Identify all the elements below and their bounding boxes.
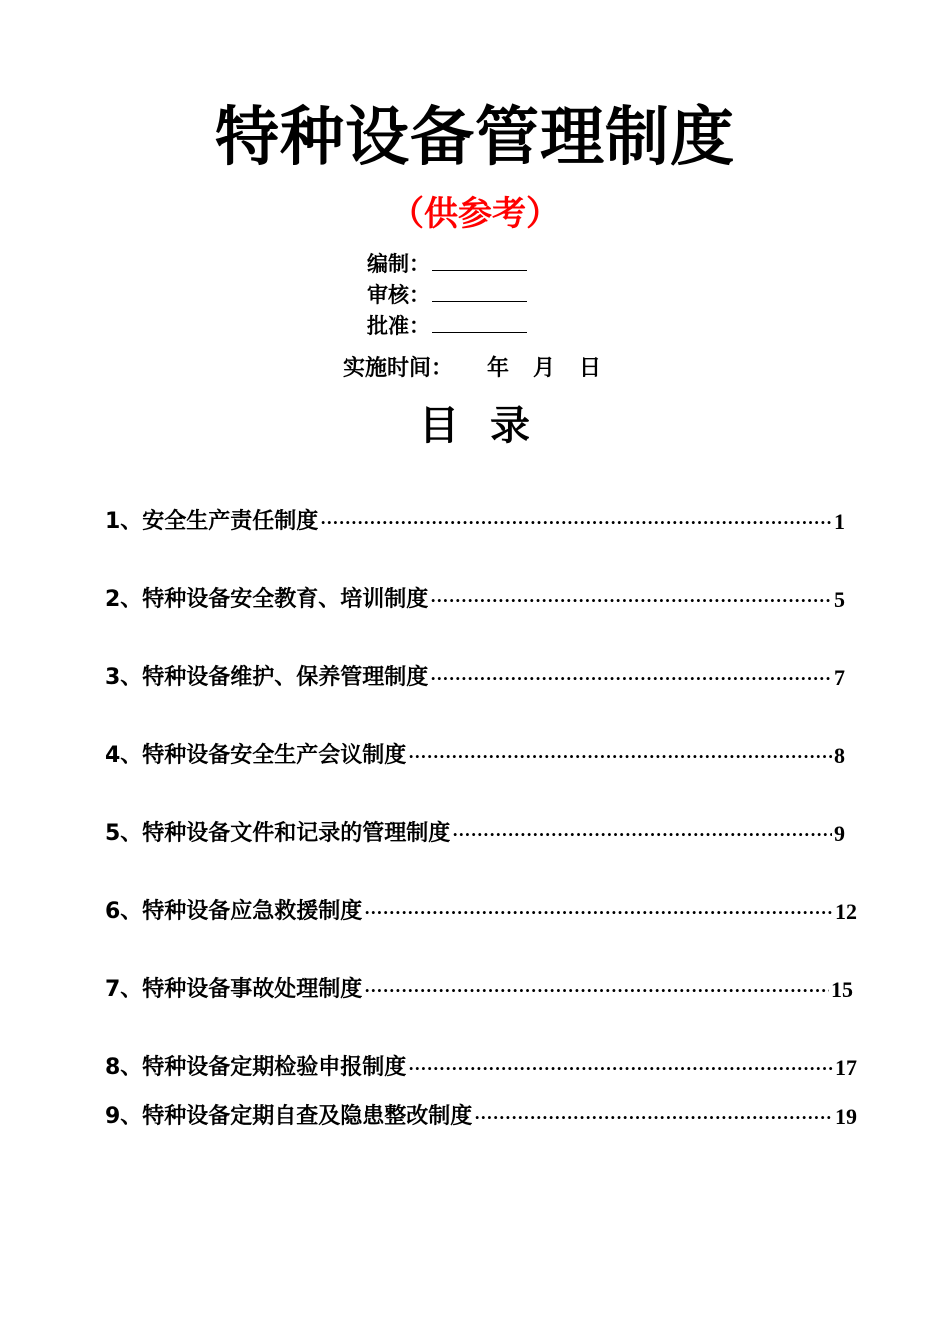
- toc-item-2[interactable]: [105, 585, 845, 615]
- toc-item-label: 4、特种设备安全生产会议制度: [105, 743, 407, 768]
- toc-item-label: 6、特种设备应急救援制度: [105, 899, 363, 924]
- toc-leader-dots: [364, 980, 829, 1002]
- review-blank-line: [432, 283, 527, 302]
- document-title: 特种设备管理制度: [215, 101, 735, 175]
- toc-item-1[interactable]: [105, 507, 845, 537]
- toc-heading-left: 目: [419, 403, 460, 449]
- toc-item-label: 8、特种设备定期检验申报制度: [105, 1055, 407, 1080]
- toc-item-page: 17: [835, 1055, 857, 1080]
- implementation-month: 月: [533, 356, 556, 381]
- toc-item-3[interactable]: [105, 663, 845, 693]
- review-row: [367, 282, 527, 308]
- toc-item-label: 5、特种设备文件和记录的管理制度: [105, 821, 451, 846]
- approve-label: 批准：: [367, 314, 430, 338]
- toc-item-label: 3、特种设备维护、保养管理制度: [105, 665, 429, 690]
- toc-item-page: 15: [831, 977, 853, 1002]
- toc-item-label: 2、特种设备安全教育、培训制度: [105, 587, 429, 612]
- implementation-day: 日: [579, 356, 602, 381]
- implementation-year: 年: [487, 356, 510, 381]
- toc-heading-right: 录: [490, 403, 531, 449]
- toc-item-8[interactable]: [105, 1053, 857, 1083]
- toc-item-label: 7、特种设备事故处理制度: [105, 977, 363, 1002]
- toc-heading: [0, 400, 950, 452]
- compile-blank-line: [432, 252, 527, 271]
- toc-item-page: 7: [834, 665, 845, 690]
- toc-leader-dots: [364, 902, 833, 924]
- toc-item-9[interactable]: [105, 1102, 857, 1132]
- toc-leader-dots: [320, 512, 832, 534]
- toc-item-4[interactable]: [105, 741, 845, 771]
- toc-leader-dots: [452, 824, 832, 846]
- toc-item-5[interactable]: [105, 819, 845, 849]
- approve-blank-line: [432, 314, 527, 333]
- toc-item-label: 9、特种设备定期自查及隐患整改制度: [105, 1104, 473, 1129]
- toc-leader-dots: [408, 1058, 833, 1080]
- toc-item-page: 9: [834, 821, 845, 846]
- toc-leader-dots: [474, 1107, 833, 1129]
- toc-item-6[interactable]: [105, 897, 857, 927]
- implementation-label: 实施时间：: [343, 356, 454, 381]
- review-label: 审核：: [367, 283, 430, 307]
- toc-item-page: 5: [834, 587, 845, 612]
- toc-item-page: 19: [835, 1104, 857, 1129]
- document-subtitle: （供参考）: [390, 194, 560, 234]
- toc-leader-dots: [430, 668, 832, 690]
- toc-leader-dots: [408, 746, 832, 768]
- compile-row: [367, 251, 527, 277]
- toc-item-label: 1、安全生产责任制度: [105, 509, 319, 534]
- toc-item-page: 8: [834, 743, 845, 768]
- approve-row: [367, 313, 527, 339]
- compile-label: 编制：: [367, 252, 430, 276]
- toc-item-7[interactable]: [105, 975, 853, 1005]
- toc-item-page: 12: [835, 899, 857, 924]
- implementation-date-row: [343, 354, 601, 384]
- toc-leader-dots: [430, 590, 832, 612]
- toc-item-page: 1: [834, 509, 845, 534]
